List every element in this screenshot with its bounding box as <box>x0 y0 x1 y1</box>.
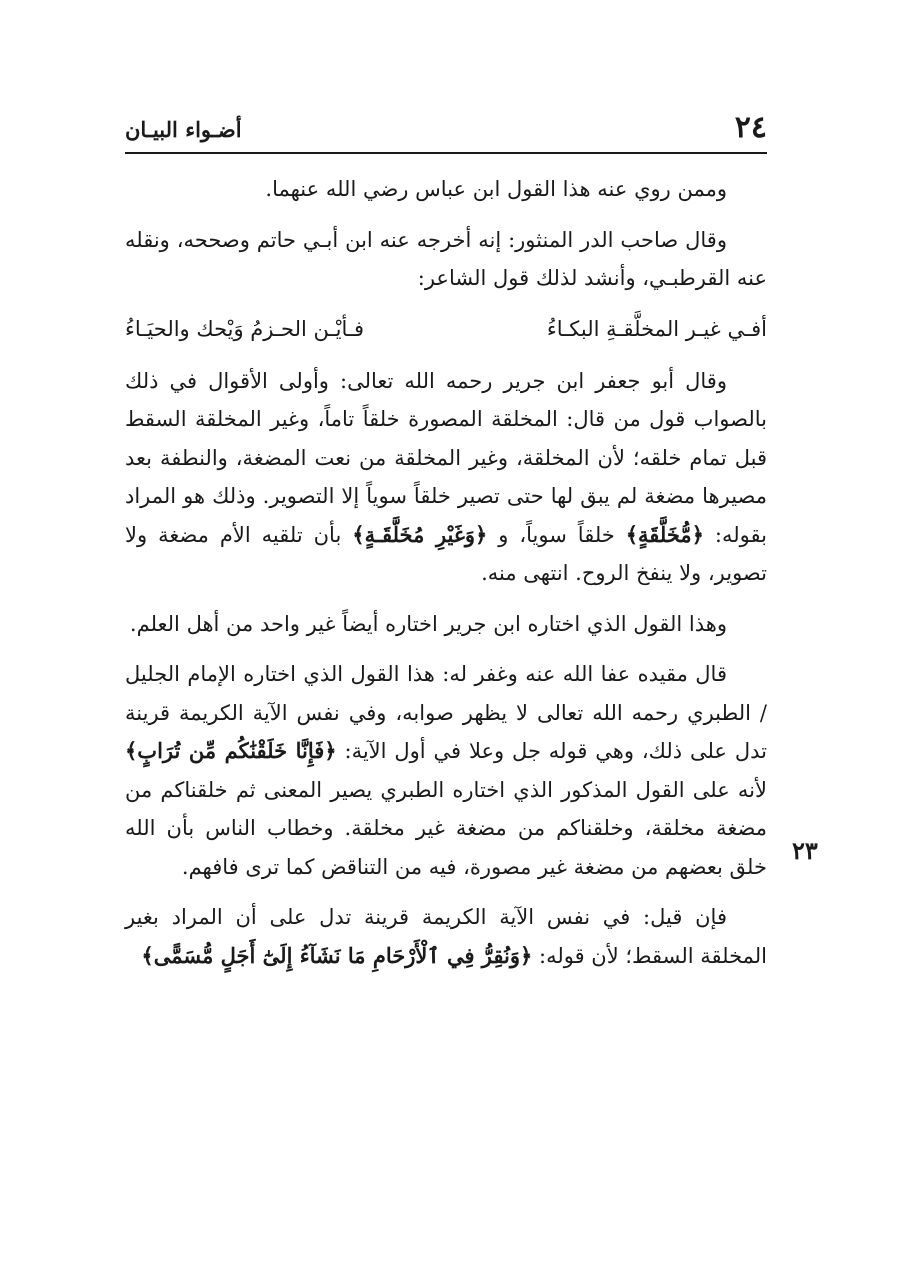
quran-quote: ﴿فَإِنَّا خَلَقْنَٰكُم مِّن تُرَابٍ﴾ <box>125 738 337 763</box>
paragraph-3-text-c: بأن تلقيه الأم مضغة ولا تصوير، ولا ينفخ الروح. انتهى منه. <box>125 522 767 585</box>
paragraph-1: وممن روي عنه هذا القول ابن عباس رضي الله عنهما. <box>265 177 727 201</box>
page-header <box>125 108 767 154</box>
page-body <box>125 170 767 987</box>
quran-quote: ﴿وَغَيْرِ مُخَلَّقَـةٍ﴾ <box>352 521 488 547</box>
page-number: ٢٤ <box>734 110 767 145</box>
paragraph-5-text-b: لأنه على القول المذكور الذي اختاره الطبري يصير المعنى ثم خلقناكم من مضغة مخلقة، وخلقناكم من مضغة غير مخلقة. وخطاب الناس بأن الله خلق بعضهم من مضغة غير مصورة، فيه من التناقض كما ترى فافهم. <box>125 777 767 879</box>
poetry-verse <box>125 310 767 348</box>
paragraph-6 <box>125 898 767 975</box>
paragraph-2: وقال صاحب الدر المنثور: إنه أخرجه عنه ابن أبـي حاتم وصححه، ونقله عنه القرطبـي، وأنشد لذلك قول الشاعر: <box>125 227 767 290</box>
margin-page-reference: ٢٣ <box>792 836 818 865</box>
paragraph-6-text-a: فإن قيل: في نفس الآية الكريمة قرينة تدل على أن المراد بغير المخلقة السقط؛ لأن قوله: <box>125 905 767 968</box>
verse-first-hemistich: أفـي غيـر المخلَّقـةِ البكـاءُ <box>546 316 767 341</box>
paragraph-3-text-b: خلقاً سوياً، و <box>487 522 626 547</box>
verse-second-hemistich: فـأيْـن الحـزمُ وَيْحك والحيَـاءُ <box>125 316 365 341</box>
paragraph-3 <box>125 362 767 593</box>
paragraph-5 <box>125 655 767 886</box>
running-title: أضـواء البيـان <box>125 117 242 142</box>
quran-quote: ﴿مُّخَلَّقَةٍ﴾ <box>625 521 704 547</box>
quran-quote: ﴿وَنُقِرُّ فِي ٱلْأَرْحَامِ مَا نَشَآءُ إِلَىٰٓ أَجَلٍ مُّسَمًّى﴾ <box>141 942 533 968</box>
paragraph-4: وهذا القول الذي اختاره ابن جرير اختاره أيضاً غير واحد من أهل العلم. <box>129 611 727 636</box>
paragraph-3-text-a: وقال أبو جعفر ابن جرير رحمه الله تعالى: وأولى الأقوال في ذلك بالصواب قول من قال: المخلقة المصورة خلقاً تاماً، وغير المخلقة السقط قبل تمام خلقه؛ لأن المخلقة، وغير المخلقة من نعت المضغة، والنطفة بعد مصيرها مضغة لم يبق لها حتى تصير خلقاً سوياً إلا التصوير. وذلك هو المراد بقوله: <box>125 368 767 547</box>
paragraph-5-text-a: قال مقيده عفا الله عنه وغفر له: هذا القول الذي اختاره الإمام الجليل / الطبري رحمه الله تعالى لا يظهر صوابه، وفي نفس الآية الكريمة قرينة تدل على ذلك، وهي قوله جل وعلا في أول الآية: <box>125 662 767 763</box>
